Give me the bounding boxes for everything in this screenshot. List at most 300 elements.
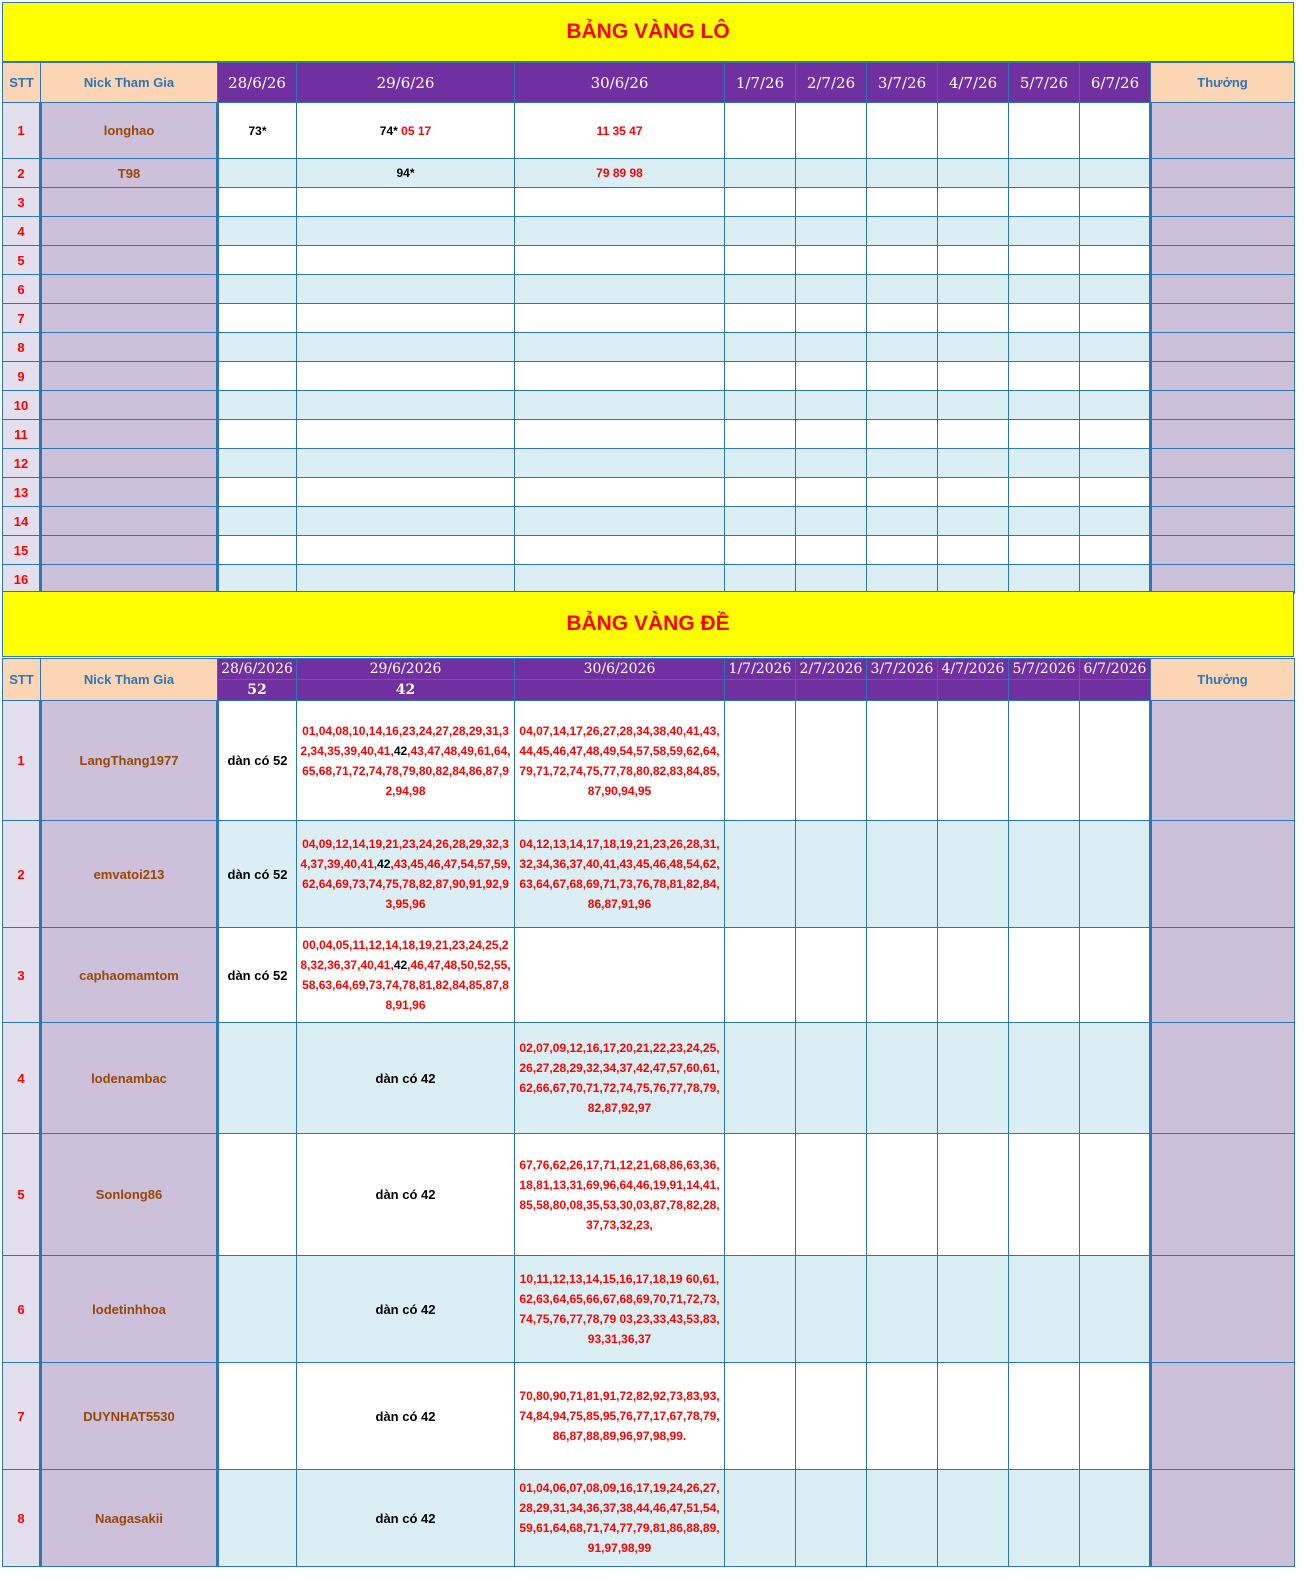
pick-numbers: 11 35 47 [596,123,643,138]
de-header-row [3,659,1295,680]
pick-cell [1080,536,1151,565]
pick-cell [938,1023,1009,1134]
date-header: 6/7/26 [1080,63,1151,103]
pick-cell [297,103,515,159]
date-header: 6/7/2026 [1080,659,1151,680]
table-row [3,701,1295,821]
pick-cell [1080,188,1151,217]
pick-cell [1080,275,1151,304]
player-nick [41,188,218,217]
pick-hit: 74* [379,123,398,138]
pick-cell [725,1023,796,1134]
pick-cell [867,159,938,188]
pick-cell [938,188,1009,217]
date-header: 1/7/2026 [725,659,796,680]
row-number: 8 [3,333,41,362]
pick-cell [1080,246,1151,275]
pick-cell [218,275,297,304]
pick-cell [796,246,867,275]
pick-cell [218,1363,297,1470]
table-row [3,1134,1295,1256]
table-row [3,1363,1295,1470]
row-number: 4 [3,1023,41,1134]
pick-cell [297,246,515,275]
pick-cell [1009,103,1080,159]
pick-cell [1009,1363,1080,1470]
pick-cell [297,420,515,449]
pick-cell [867,333,938,362]
date-header: 2/7/2026 [796,659,867,680]
pick-cell [297,275,515,304]
pick-cell [867,565,938,594]
table-row [3,103,1295,159]
table-row [3,928,1295,1023]
pick-cell [297,217,515,246]
player-nick [41,420,218,449]
winning-number: 42 [377,857,391,871]
pick-cell [515,333,725,362]
prize-cell [1151,304,1295,333]
pick-cell [938,1363,1009,1470]
table-row [3,188,1295,217]
pick-cell [938,246,1009,275]
pick-numbers-part: 00,04,05,11,12,14,18,19,21,23,24,25,28,32,36,37,40,41, [300,938,509,972]
pick-cell [725,821,796,928]
pick-cell [1009,333,1080,362]
pick-numbers-part: 04,09,12,14,19,21,23,24,26,28,29,32,34,37,39,40,41, [300,837,509,871]
pick-cell [725,565,796,594]
table-row [3,159,1295,188]
result-value [515,680,725,701]
pick-cell [867,701,938,821]
pick-cell [297,1134,515,1256]
pick-cell [297,1470,515,1567]
pick-cell [867,103,938,159]
date-header: 28/6/26 [218,63,297,103]
date-header: 2/7/26 [796,63,867,103]
date-header: 5/7/26 [1009,63,1080,103]
pick-cell [1080,928,1151,1023]
pick-cell [796,536,867,565]
pick-cell [938,333,1009,362]
pick-cell [938,821,1009,928]
row-number: 3 [3,928,41,1023]
row-number: 12 [3,449,41,478]
pick-cell [1080,821,1151,928]
date-header: 5/7/2026 [1009,659,1080,680]
pick-cell [1009,821,1080,928]
player-nick: emvatoi213 [41,821,218,928]
pick-numbers-part: ,46,47,48,50,52,55,58,63,64,69,73,74,78,81,82,84,85,87,88,91,96 [302,958,511,1012]
pick-cell [938,362,1009,391]
pick-note: dàn có 42 [375,1408,436,1424]
pick-cell [1009,188,1080,217]
pick-cell [1080,701,1151,821]
pick-cell [218,1023,297,1134]
pick-cell: dàn có 52 [218,928,297,1023]
pick-cell [297,333,515,362]
pick-cell [867,536,938,565]
pick-cell [1080,478,1151,507]
pick-cell [938,928,1009,1023]
pick-numbers: 10,11,12,13,14,15,16,17,18,19 60,61,62,63,64,65,66,67,68,69,70,71,72,73,74,75,76,77,78,79 03,23,33,43,53,83,93,31,36,37 [519,1272,720,1346]
pick-cell [1080,1256,1151,1363]
pick-cell [867,478,938,507]
table-row [3,1256,1295,1363]
pick-cell [938,275,1009,304]
pick-cell [1080,420,1151,449]
player-nick: caphaomamtom [41,928,218,1023]
stt-header: STT [3,659,41,701]
pick-note: dàn có 42 [375,1510,436,1526]
pick-cell [796,159,867,188]
nick-header: Nick Tham Gia [41,63,218,103]
row-number: 9 [3,362,41,391]
pick-hit: 73* [248,123,267,138]
player-nick: lodetinhhoa [41,1256,218,1363]
result-value [938,680,1009,701]
pick-cell [1009,449,1080,478]
pick-cell [1080,362,1151,391]
pick-cell [1009,391,1080,420]
pick-numbers-part: 01,04,08,10,14,16,23,24,27,28,29,31,32,34,35,39,40,41, [300,723,509,758]
pick-cell [725,246,796,275]
table-row [3,304,1295,333]
prize-cell [1151,333,1295,362]
pick-cell [725,188,796,217]
table-row [3,449,1295,478]
row-number: 1 [3,103,41,159]
pick-cell [725,507,796,536]
pick-cell [725,1470,796,1567]
pick-cell [725,304,796,333]
date-header: 4/7/26 [938,63,1009,103]
pick-cell [1009,420,1080,449]
pick-cell [297,507,515,536]
table-row [3,420,1295,449]
pick-cell [297,478,515,507]
pick-cell [218,1256,297,1363]
pick-cell [796,821,867,928]
row-number: 14 [3,507,41,536]
pick-cell [796,1134,867,1256]
table-row [3,362,1295,391]
pick-cell [515,246,725,275]
row-number: 2 [3,159,41,188]
date-header: 4/7/2026 [938,659,1009,680]
prize-cell [1151,159,1295,188]
row-number: 4 [3,217,41,246]
pick-cell [867,507,938,536]
pick-note: dàn có 42 [375,1187,436,1202]
row-number: 16 [3,565,41,594]
row-number: 6 [3,1256,41,1363]
prize-cell [1151,1363,1295,1470]
pick-cell [218,246,297,275]
player-nick [41,449,218,478]
pick-cell [297,1363,515,1470]
pick-cell [515,449,725,478]
lo-board-table [2,62,1295,594]
pick-cell [796,449,867,478]
pick-cell [725,449,796,478]
pick-cell [938,701,1009,821]
pick-cell [515,1023,725,1134]
player-nick [41,333,218,362]
pick-cell [1080,217,1151,246]
result-value [1080,680,1151,701]
pick-cell: dàn có 52 [218,821,297,928]
pick-cell [297,391,515,420]
pick-cell [297,362,515,391]
pick-cell [218,449,297,478]
prize-header: Thưởng [1151,659,1295,701]
pick-cell [725,478,796,507]
player-nick [41,391,218,420]
pick-cell [725,928,796,1023]
pick-numbers [297,834,514,914]
pick-cell [867,304,938,333]
pick-cell [297,1023,515,1134]
player-nick: Sonlong86 [41,1134,218,1256]
pick-cell [867,217,938,246]
pick-cell [796,217,867,246]
pick-cell [796,391,867,420]
table-row [3,565,1295,594]
pick-cell [218,217,297,246]
pick-cell [1080,1134,1151,1256]
pick-cell [218,1134,297,1256]
pick-cell [796,1363,867,1470]
pick-hit: 94* [396,166,415,180]
date-header: 30/6/26 [515,63,725,103]
table-row [3,1470,1295,1567]
prize-cell [1151,478,1295,507]
prize-cell [1151,275,1295,304]
date-header: 3/7/26 [867,63,938,103]
row-number: 3 [3,188,41,217]
pick-cell [218,420,297,449]
table-row [3,478,1295,507]
pick-cell [515,217,725,246]
prize-cell [1151,1256,1295,1363]
pick-numbers [297,935,514,1015]
prize-cell [1151,821,1295,928]
table-row [3,275,1295,304]
pick-cell [725,391,796,420]
player-nick: longhao [41,103,218,159]
pick-numbers: 01,04,06,07,08,09,16,17,19,24,26,27,28,29,31,34,36,37,38,44,46,47,51,54,59,61,64,68,71,74,77,79,81,86,88,89,91,97,98,99 [519,1481,720,1555]
pick-cell [1080,1470,1151,1567]
pick-cell [1009,1134,1080,1256]
pick-cell [938,103,1009,159]
pick-cell [796,188,867,217]
player-nick: lodenambac [41,1023,218,1134]
pick-cell [725,159,796,188]
pick-cell [938,478,1009,507]
pick-cell [297,928,515,1023]
lo-board-title: BẢNG VÀNG LÔ [2,2,1294,62]
de-board-title: BẢNG VÀNG ĐỀ [2,591,1294,657]
pick-cell [297,304,515,333]
prize-cell [1151,391,1295,420]
result-value: 42 [297,680,515,701]
date-header: 3/7/2026 [867,659,938,680]
prize-cell [1151,536,1295,565]
pick-cell [297,159,515,188]
pick-cell [938,159,1009,188]
pick-numbers: 05 17 [401,123,432,138]
pick-cell [796,507,867,536]
pick-cell [515,1470,725,1567]
pick-cell [725,701,796,821]
pick-cell [867,1470,938,1567]
de-board-table [2,658,1295,1567]
pick-cell [725,275,796,304]
pick-cell [725,1134,796,1256]
row-number: 15 [3,536,41,565]
pick-cell [515,188,725,217]
pick-cell [218,304,297,333]
pick-cell [297,821,515,928]
pick-cell [218,103,297,159]
pick-cell [1080,304,1151,333]
prize-cell [1151,928,1295,1023]
pick-cell [1080,103,1151,159]
pick-numbers: 79 89 98 [596,166,643,180]
result-value: 52 [218,680,297,701]
pick-cell [796,103,867,159]
prize-cell [1151,701,1295,821]
table-row [3,821,1295,928]
pick-cell [867,1256,938,1363]
pick-note: dàn có 42 [375,1301,436,1317]
pick-cell [218,362,297,391]
pick-cell [867,420,938,449]
player-nick [41,507,218,536]
pick-cell [1009,246,1080,275]
pick-cell [938,536,1009,565]
pick-cell [725,1256,796,1363]
player-nick [41,565,218,594]
pick-cell [515,1363,725,1470]
pick-cell [867,1363,938,1470]
pick-cell [1080,333,1151,362]
pick-cell [1009,217,1080,246]
pick-cell [725,1363,796,1470]
pick-cell [297,449,515,478]
pick-cell [1080,159,1151,188]
pick-cell [1009,565,1080,594]
pick-cell [1009,275,1080,304]
pick-cell [1080,391,1151,420]
row-number: 5 [3,246,41,275]
pick-cell [725,362,796,391]
pick-cell [515,507,725,536]
player-nick [41,478,218,507]
pick-cell [515,391,725,420]
pick-note: dàn có 42 [375,1070,436,1086]
pick-cell [1009,304,1080,333]
pick-cell [1009,478,1080,507]
pick-cell [725,536,796,565]
player-nick [41,217,218,246]
pick-cell [867,821,938,928]
result-value [867,680,938,701]
table-row [3,246,1295,275]
pick-cell [218,391,297,420]
pick-cell [1009,1023,1080,1134]
table-row [3,217,1295,246]
player-nick: Naagasakii [41,1470,218,1567]
pick-cell [938,304,1009,333]
player-nick [41,304,218,333]
pick-cell [938,1134,1009,1256]
row-number: 2 [3,821,41,928]
pick-numbers: 70,80,90,71,81,91,72,82,92,73,83,93,74,84,94,75,85,95,76,77,17,67,78,79,86,87,88,89,96,97,98,99. [519,1389,720,1443]
prize-cell [1151,188,1295,217]
table-row [3,333,1295,362]
pick-cell [515,536,725,565]
pick-cell [725,420,796,449]
table-row [3,1023,1295,1134]
row-number: 8 [3,1470,41,1567]
prize-cell [1151,1470,1295,1567]
pick-cell [725,103,796,159]
pick-cell [796,304,867,333]
pick-cell [515,420,725,449]
pick-numbers [297,721,514,801]
pick-cell [218,507,297,536]
pick-cell [297,565,515,594]
table-row [3,507,1295,536]
row-number: 7 [3,304,41,333]
pick-cell [867,246,938,275]
pick-numbers: 04,07,14,17,26,27,28,34,38,40,41,43,44,45,46,47,48,49,54,57,58,59,62,64,79,71,72,74,75,77,78,80,82,83,84,85,87,90,94,95 [519,723,720,798]
pick-cell [1080,507,1151,536]
pick-cell [1080,449,1151,478]
pick-cell [515,362,725,391]
pick-cell [515,103,725,159]
pick-cell [515,701,725,821]
pick-cell [867,1134,938,1256]
pick-cell: dàn có 52 [218,701,297,821]
player-nick [41,275,218,304]
pick-cell [725,333,796,362]
pick-cell [1009,928,1080,1023]
pick-numbers: 02,07,09,12,16,17,20,21,22,23,24,25,26,27,28,29,32,34,37,42,47,57,60,61,62,66,67,70,71,72,74,75,76,77,78,79,82,87,92,97 [519,1041,720,1115]
pick-cell [796,478,867,507]
result-value [1009,680,1080,701]
result-value [725,680,796,701]
row-number: 10 [3,391,41,420]
player-nick [41,536,218,565]
pick-cell [725,217,796,246]
pick-cell [1009,507,1080,536]
pick-cell [796,420,867,449]
date-header: 28/6/2026 [218,659,297,680]
lo-header-row [3,63,1295,103]
prize-cell [1151,103,1295,159]
prize-cell [1151,246,1295,275]
pick-cell [867,449,938,478]
pick-numbers: 67,76,62,26,17,71,12,21,68,86,63,36,18,81,13,31,69,96,64,46,19,91,14,41,85,58,80,08,35,53,30,03,87,78,82,28,37,73,32,23, [519,1157,720,1232]
pick-cell [938,420,1009,449]
pick-cell [796,1470,867,1567]
pick-cell [867,928,938,1023]
pick-cell [867,188,938,217]
pick-cell [938,449,1009,478]
